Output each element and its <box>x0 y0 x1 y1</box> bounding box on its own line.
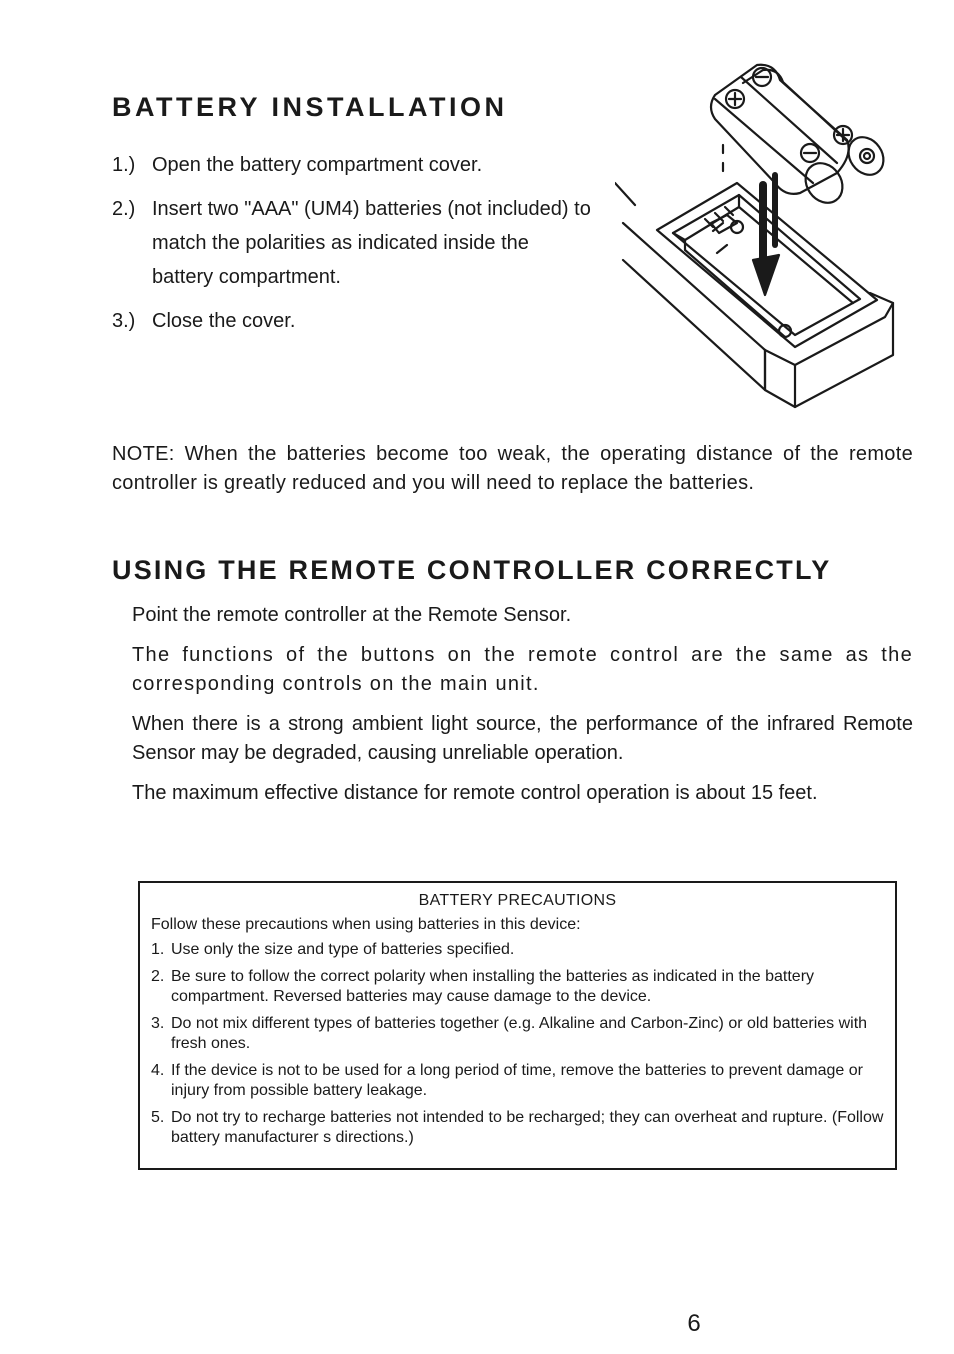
precaution-item <box>151 1061 887 1101</box>
precaution-text: If the device is not to be used for a long period of time, remove the batteries to prevent damage or injury from possible battery leakage. <box>171 1062 863 1099</box>
precaution-number: 3. <box>151 1015 165 1032</box>
step-number: 1.) <box>112 154 136 176</box>
step-text: Open the battery compartment cover. <box>152 154 483 176</box>
remote-usage-paragraphs <box>132 601 913 819</box>
precautions-title: BATTERY PRECAUTIONS <box>418 892 617 909</box>
precaution-number: 4. <box>151 1062 165 1079</box>
usage-paragraph: Point the remote controller at the Remote Sensor. <box>132 604 572 626</box>
precaution-number: 2. <box>151 968 165 985</box>
precaution-number: 1. <box>151 941 165 958</box>
usage-paragraph: When there is a strong ambient light source, the performance of the infrared Remote Sensor may be degraded, causing unreliable operation. <box>132 713 913 764</box>
precaution-item <box>151 1108 887 1148</box>
precautions-list <box>151 940 887 1148</box>
step-item <box>112 148 602 182</box>
usage-paragraph: The maximum effective distance for remote control operation is about 15 feet. <box>132 782 818 804</box>
step-text: Close the cover. <box>152 310 296 332</box>
precaution-item <box>151 967 887 1007</box>
precaution-item <box>151 940 887 960</box>
precaution-text: Do not mix different types of batteries together (e.g. Alkaline and Carbon-Zinc) or old batteries with fresh ones. <box>171 1015 868 1052</box>
installation-steps <box>112 148 602 348</box>
page-number-row <box>0 1310 954 1338</box>
page-number: 6 <box>687 1310 701 1337</box>
step-text: Insert two "AAA" (UM4) batteries (not included) to match the polarities as indicated inside the battery compartment. <box>152 198 591 288</box>
step-number: 3.) <box>112 310 136 332</box>
usage-paragraph: The functions of the buttons on the remote control are the same as the corresponding controls on the main unit. <box>132 644 913 695</box>
precautions-intro: Follow these precautions when using batteries in this device: <box>151 916 581 933</box>
step-number: 2.) <box>112 198 136 220</box>
step-item <box>112 192 602 294</box>
precaution-number: 5. <box>151 1109 165 1126</box>
battery-installation-heading: BATTERY INSTALLATION <box>112 92 508 122</box>
precaution-text: Be sure to follow the correct polarity when installing the batteries as indicated in the battery compartment. Reversed batteries may cause damage to the device. <box>171 968 815 1005</box>
precaution-text: Use only the size and type of batteries specified. <box>171 941 515 958</box>
battery-note: NOTE: When the batteries become too weak, the operating distance of the remote controller is greatly reduced and you will need to replace the batteries. <box>112 443 913 494</box>
battery-insertion-diagram-icon <box>615 55 905 415</box>
precaution-text: Do not try to recharge batteries not intended to be recharged; they can overheat and rupture. (Follow battery manufacturer s directions.) <box>171 1109 884 1146</box>
precaution-item <box>151 1014 887 1054</box>
remote-usage-heading: USING THE REMOTE CONTROLLER CORRECTLY <box>112 555 832 585</box>
battery-precautions-box <box>138 881 897 1170</box>
step-item <box>112 304 602 338</box>
